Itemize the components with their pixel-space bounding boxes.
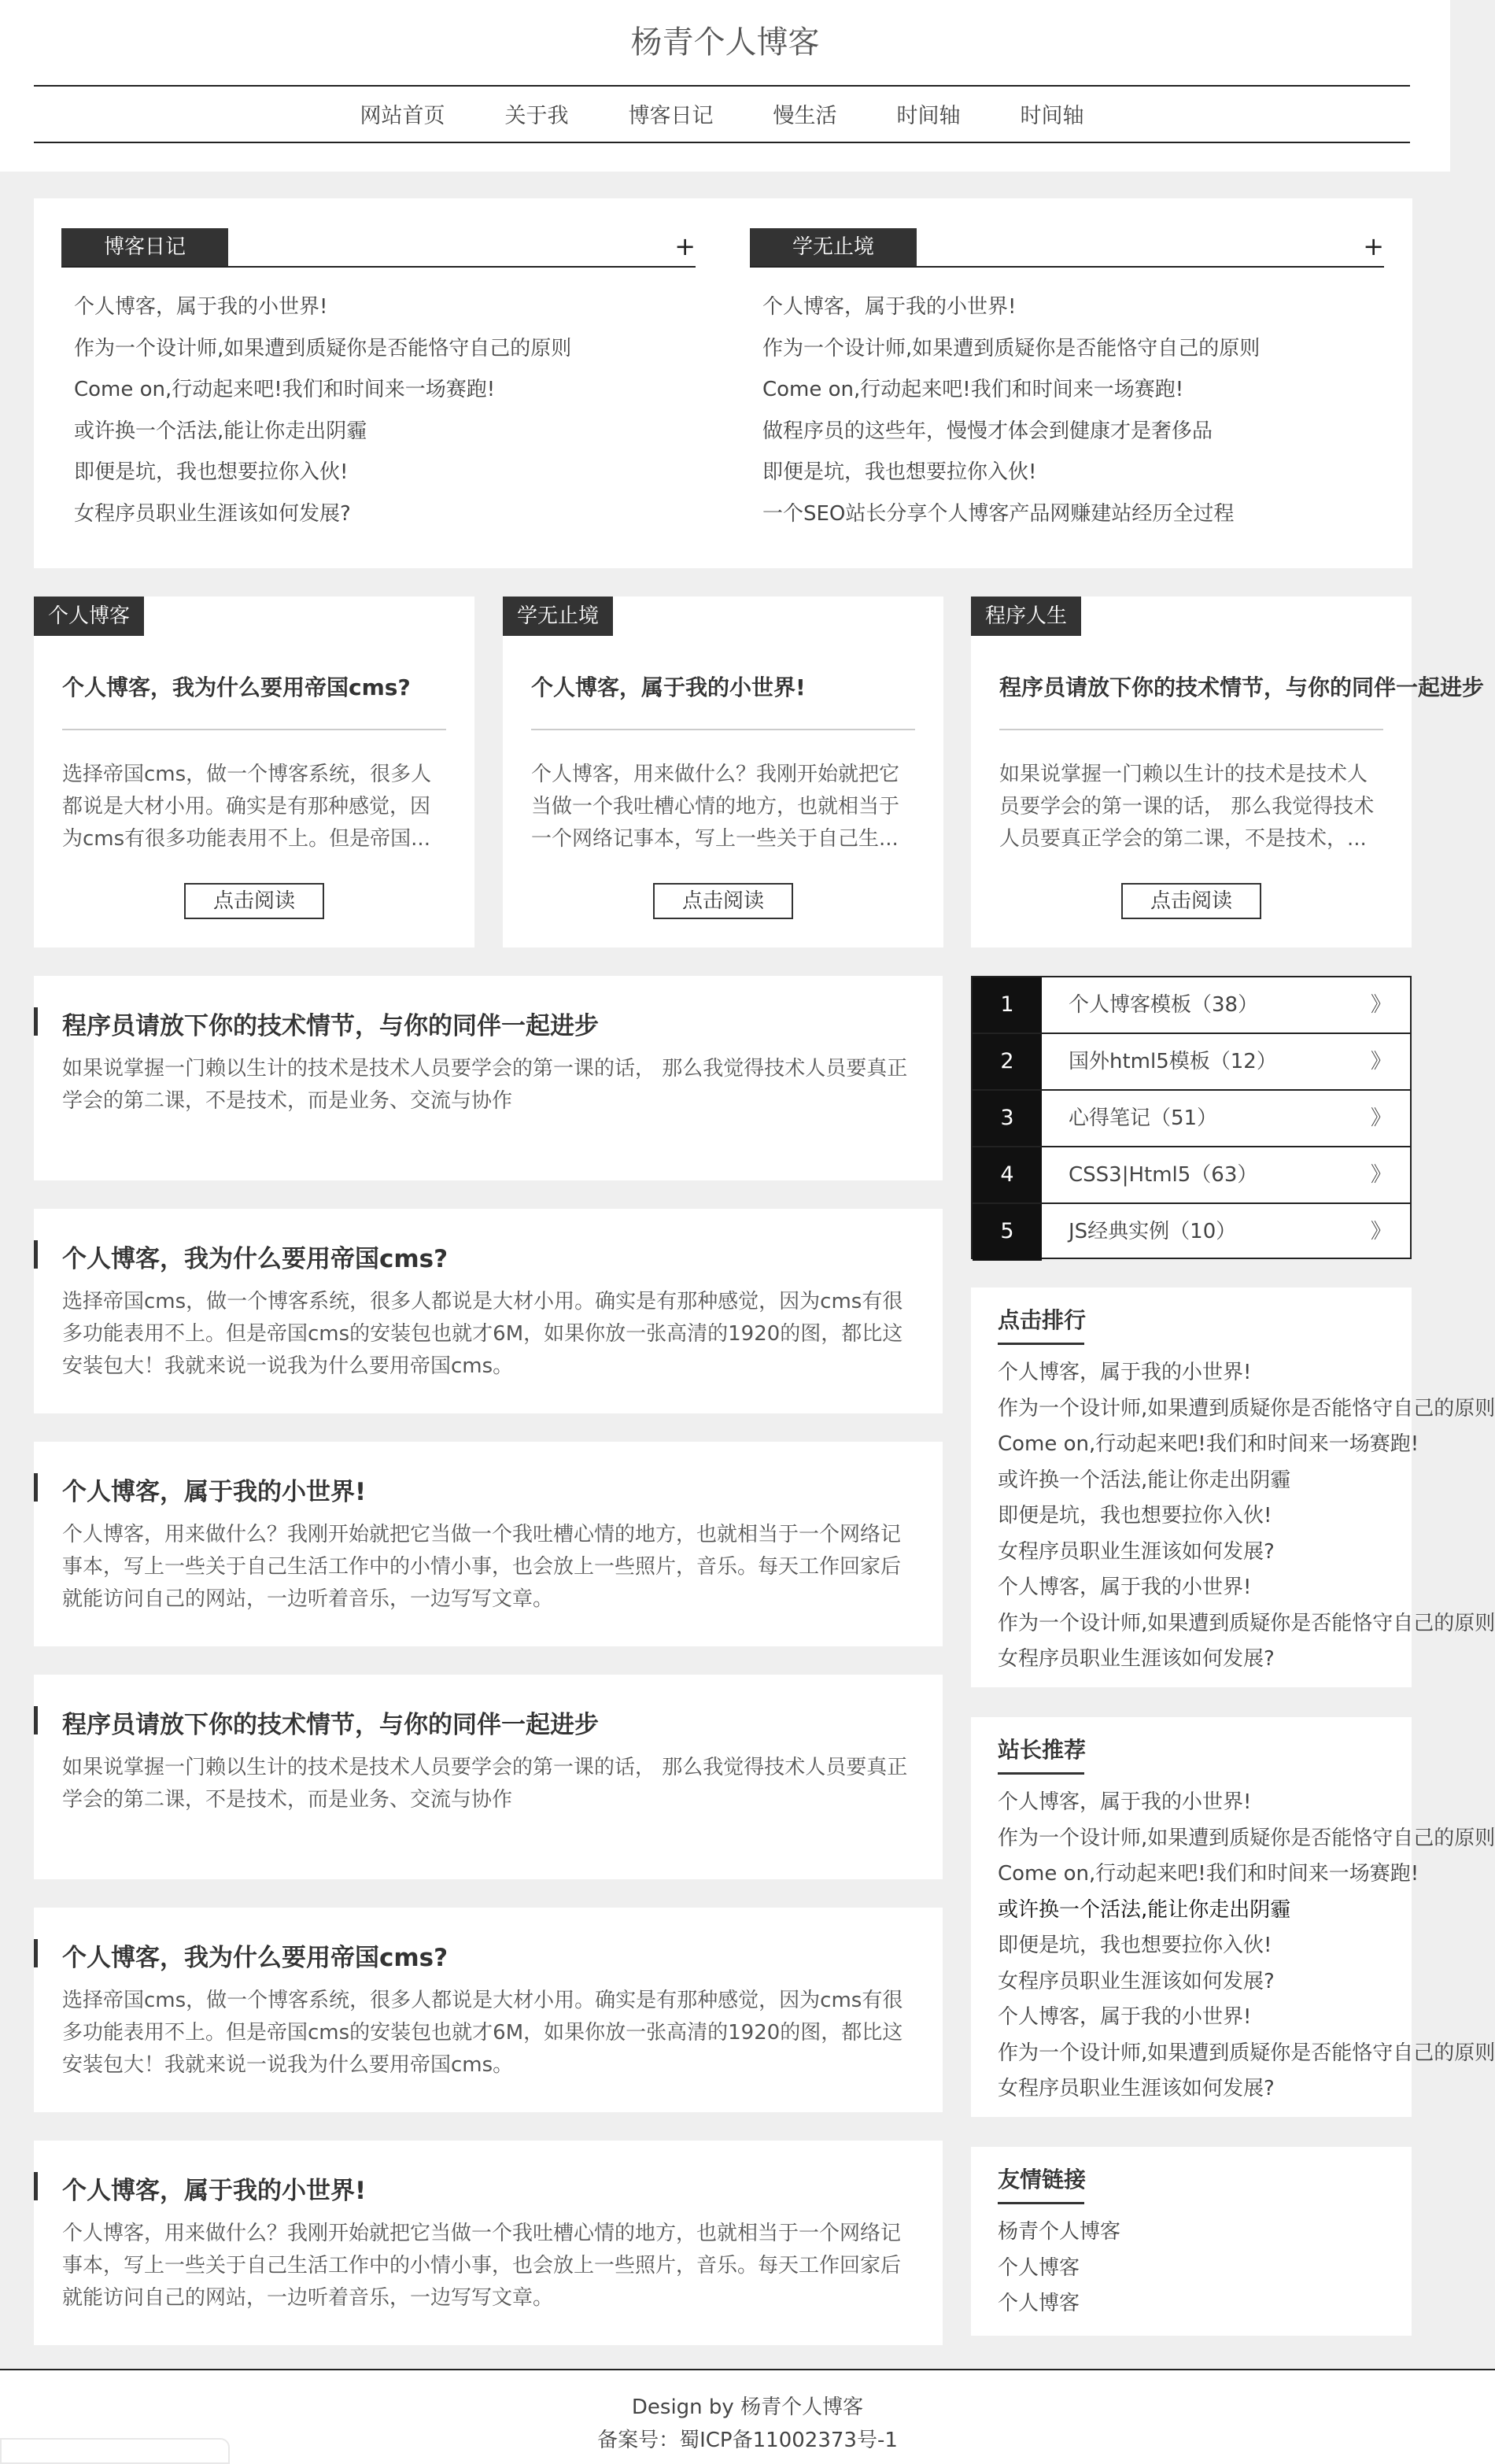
plus-icon[interactable]: + bbox=[1363, 231, 1384, 261]
tab-diary[interactable]: 博客日记 bbox=[61, 228, 228, 266]
article-item bbox=[34, 976, 943, 1180]
read-more-button[interactable]: 点击阅读 bbox=[1121, 883, 1261, 919]
card-title[interactable]: 个人博客，属于我的小世界! bbox=[531, 674, 806, 700]
friend-link[interactable]: 杨青个人博客 bbox=[998, 2220, 1121, 2244]
category-item[interactable] bbox=[973, 1147, 1410, 1204]
list-item[interactable]: 个人博客，属于我的小世界! bbox=[998, 1361, 1252, 1384]
card-tag[interactable]: 个人博客 bbox=[34, 597, 144, 636]
tab-column-diary bbox=[61, 228, 696, 534]
featured-card bbox=[503, 597, 943, 948]
title-accent-bar bbox=[34, 1706, 38, 1734]
tab-list bbox=[750, 286, 1384, 534]
nav-item-timeline-2[interactable]: 时间轴 bbox=[1020, 103, 1084, 128]
friend-link[interactable]: 个人博客 bbox=[998, 2292, 1080, 2315]
list-item[interactable]: 作为一个设计师,如果遭到质疑你是否能恪守自己的原则 bbox=[998, 1826, 1495, 1850]
nav-item-timeline[interactable]: 时间轴 bbox=[896, 103, 961, 128]
list-item[interactable]: 个人博客，属于我的小世界! bbox=[998, 2005, 1252, 2029]
category-label[interactable]: 个人博客模板（38） bbox=[1069, 993, 1259, 1017]
card-excerpt: 选择帝国cms，做一个博客系统，很多人都说是大材小用。确实是有那种感觉，因为cms有很多功能表用不上。但是帝国... bbox=[62, 763, 432, 851]
list-item[interactable]: 或许换一个活法,能让你走出阴霾 bbox=[74, 419, 367, 443]
category-item[interactable] bbox=[973, 1091, 1410, 1147]
card-tag[interactable]: 学无止境 bbox=[503, 597, 613, 636]
category-item[interactable] bbox=[973, 1204, 1410, 1261]
site-title[interactable]: 杨青个人博客 bbox=[630, 24, 820, 61]
title-accent-bar bbox=[34, 1240, 38, 1269]
list-item[interactable]: 作为一个设计师,如果遭到质疑你是否能恪守自己的原则 bbox=[74, 336, 572, 360]
card-tag[interactable]: 程序人生 bbox=[971, 597, 1081, 636]
article-excerpt: 如果说掌握一门赖以生计的技术是技术人员要学会的第一课的话， 那么我觉得技术人员要真正学会的第二课，不是技术，而是业务、交流与协作 bbox=[62, 1756, 908, 1812]
links-list bbox=[998, 2215, 1385, 2322]
list-item[interactable]: 即便是坑，我也想要拉你入伙! bbox=[998, 1504, 1272, 1528]
friend-link[interactable]: 个人博客 bbox=[998, 2255, 1080, 2280]
panel-title: 友情链接 bbox=[998, 2167, 1087, 2192]
nav-item-slow-life[interactable]: 慢生活 bbox=[773, 103, 837, 128]
list-item[interactable]: 作为一个设计师,如果遭到质疑你是否能恪守自己的原则 bbox=[998, 1396, 1495, 1420]
double-chevron-right-icon[interactable]: 》 bbox=[1370, 1220, 1391, 1243]
article-title[interactable]: 程序员请放下你的技术情节，与你的同伴一起进步 bbox=[62, 1012, 599, 1040]
card-divider bbox=[999, 729, 1383, 730]
tab-column-study bbox=[750, 228, 1384, 534]
tab-header bbox=[61, 228, 696, 268]
list-item[interactable]: Come on,行动起来吧!我们和时间来一场赛跑! bbox=[998, 1432, 1419, 1456]
tab-panel bbox=[34, 198, 1412, 568]
ranking-list bbox=[998, 1355, 1495, 1678]
header bbox=[0, 0, 1450, 172]
list-item[interactable]: Come on,行动起来吧!我们和时间来一场赛跑! bbox=[762, 378, 1184, 401]
recommend-list bbox=[998, 1785, 1495, 2108]
list-item[interactable]: 即便是坑，我也想要拉你入伙! bbox=[762, 460, 1037, 484]
list-item[interactable]: 或许换一个活法,能让你走出阴霾 bbox=[998, 1897, 1291, 1922]
list-item[interactable]: 作为一个设计师,如果遭到质疑你是否能恪守自己的原则 bbox=[998, 2041, 1495, 2065]
category-item[interactable] bbox=[973, 1034, 1410, 1091]
main-nav bbox=[34, 85, 1410, 142]
category-rank: 2 bbox=[973, 1034, 1042, 1089]
nav-item-about[interactable]: 关于我 bbox=[504, 103, 569, 128]
article-item bbox=[34, 2141, 943, 2345]
list-item[interactable]: 做程序员的这些年，慢慢才体会到健康才是奢侈品 bbox=[762, 419, 1213, 443]
panel-title: 点击排行 bbox=[998, 1307, 1087, 1333]
article-item bbox=[34, 1675, 943, 1879]
footer-design: Design by 杨青个人博客 bbox=[631, 2396, 864, 2419]
card-title[interactable]: 个人博客，我为什么要用帝国cms? bbox=[62, 674, 411, 700]
title-accent-bar bbox=[34, 2172, 38, 2200]
list-item[interactable]: 女程序员职业生涯该如何发展? bbox=[998, 1969, 1275, 1993]
list-item[interactable]: 女程序员职业生涯该如何发展? bbox=[998, 2077, 1275, 2100]
list-item[interactable]: 个人博客，属于我的小世界! bbox=[998, 1576, 1252, 1599]
category-label[interactable]: JS经典实例（10） bbox=[1069, 1220, 1237, 1243]
title-accent-bar bbox=[34, 1473, 38, 1502]
tab-study[interactable]: 学无止境 bbox=[750, 228, 917, 266]
article-excerpt: 如果说掌握一门赖以生计的技术是技术人员要学会的第一课的话， 那么我觉得技术人员要真正学会的第二课，不是技术，而是业务、交流与协作 bbox=[62, 1057, 908, 1113]
list-item[interactable]: Come on,行动起来吧!我们和时间来一场赛跑! bbox=[998, 1862, 1419, 1886]
category-rank: 1 bbox=[973, 977, 1042, 1033]
article-excerpt: 选择帝国cms，做一个博客系统，很多人都说是大材小用。确实是有那种感觉，因为cms有很多功能表用不上。但是帝国cms的安装包也就才6M，如果你放一张高清的1920的图，都比这安装包大！我就来说一说我为什么要用帝国cms。 bbox=[62, 1989, 903, 2077]
list-item[interactable]: 或许换一个活法,能让你走出阴霾 bbox=[998, 1468, 1291, 1492]
card-title[interactable]: 程序员请放下你的技术情节，与你的同伴一起进步 bbox=[999, 674, 1485, 700]
click-ranking-panel bbox=[971, 1287, 1495, 1687]
featured-card bbox=[971, 597, 1485, 948]
featured-card bbox=[34, 597, 474, 948]
category-item[interactable] bbox=[973, 977, 1410, 1034]
list-item[interactable]: 作为一个设计师,如果遭到质疑你是否能恪守自己的原则 bbox=[762, 336, 1261, 360]
panel-title: 站长推荐 bbox=[998, 1737, 1087, 1763]
category-label[interactable]: 心得笔记（51） bbox=[1069, 1106, 1218, 1130]
read-more-button[interactable]: 点击阅读 bbox=[184, 883, 324, 919]
article-excerpt: 选择帝国cms，做一个博客系统，很多人都说是大材小用。确实是有那种感觉，因为cms有很多功能表用不上。但是帝国cms的安装包也就才6M，如果你放一张高清的1920的图，都比这安装包大！我就来说一说我为什么要用帝国cms。 bbox=[62, 1290, 903, 1378]
list-item[interactable]: 作为一个设计师,如果遭到质疑你是否能恪守自己的原则 bbox=[998, 1611, 1495, 1635]
list-item[interactable]: 女程序员职业生涯该如何发展? bbox=[74, 501, 351, 526]
corner-widget bbox=[0, 2438, 230, 2464]
double-chevron-right-icon[interactable]: 》 bbox=[1370, 1163, 1391, 1187]
category-rank: 4 bbox=[973, 1147, 1042, 1202]
card-excerpt: 个人博客，用来做什么？我刚开始就把它当做一个我吐槽心情的地方，也就相当于一个网络记事本，写上一些关于自己生... bbox=[531, 763, 900, 851]
double-chevron-right-icon[interactable]: 》 bbox=[1370, 1106, 1391, 1130]
article-excerpt: 个人博客，用来做什么？我刚开始就把它当做一个我吐槽心情的地方，也就相当于一个网络记事本，写上一些关于自己生活工作中的小情小事，也会放上一些照片，音乐。每天工作回家后就能访问自己的网站，一边听着音乐，一边写写文章。 bbox=[62, 2222, 902, 2310]
nav-divider-bottom bbox=[34, 142, 1410, 143]
card-divider bbox=[531, 729, 915, 730]
category-rank: 3 bbox=[973, 1091, 1042, 1146]
list-item[interactable]: 个人博客，属于我的小世界! bbox=[998, 1790, 1252, 1814]
category-label[interactable]: 国外html5模板（12） bbox=[1069, 1050, 1277, 1073]
category-list bbox=[971, 976, 1412, 1259]
list-item[interactable]: 即便是坑，我也想要拉你入伙! bbox=[998, 1934, 1272, 1957]
list-item[interactable]: 一个SEO站长分享个人博客产品网赚建站经历全过程 bbox=[762, 501, 1235, 526]
tab-list bbox=[61, 286, 696, 534]
list-item[interactable]: 即便是坑，我也想要拉你入伙! bbox=[74, 460, 349, 484]
title-underline bbox=[998, 2202, 1084, 2204]
double-chevron-right-icon[interactable]: 》 bbox=[1370, 1050, 1391, 1073]
list-item[interactable]: 个人博客，属于我的小世界! bbox=[74, 295, 328, 319]
card-divider bbox=[62, 729, 446, 730]
title-underline bbox=[998, 1772, 1084, 1775]
article-title[interactable]: 个人博客，属于我的小世界! bbox=[62, 1478, 367, 1506]
category-label[interactable]: CSS3|Html5（63） bbox=[1069, 1163, 1258, 1187]
card-excerpt: 如果说掌握一门赖以生计的技术是技术人员要学会的第一课的话， 那么我觉得技术人员要真正学会的第二课，不是技术，... bbox=[999, 763, 1375, 851]
list-item[interactable]: 女程序员职业生涯该如何发展? bbox=[998, 1539, 1275, 1564]
plus-icon[interactable]: + bbox=[674, 231, 696, 261]
recommend-panel bbox=[971, 1717, 1495, 2117]
article-title[interactable]: 程序员请放下你的技术情节，与你的同伴一起进步 bbox=[62, 1711, 599, 1739]
list-item[interactable]: 女程序员职业生涯该如何发展? bbox=[998, 1647, 1275, 1671]
article-title[interactable]: 个人博客，属于我的小世界! bbox=[62, 2177, 367, 2205]
article-title[interactable]: 个人博客，我为什么要用帝国cms? bbox=[62, 1245, 448, 1273]
title-accent-bar bbox=[34, 1007, 38, 1036]
list-item[interactable]: 个人博客，属于我的小世界! bbox=[762, 295, 1017, 319]
category-rank: 5 bbox=[973, 1204, 1042, 1261]
article-title[interactable]: 个人博客，我为什么要用帝国cms? bbox=[62, 1944, 448, 1972]
title-underline bbox=[998, 1343, 1084, 1345]
nav-item-diary[interactable]: 博客日记 bbox=[628, 103, 714, 128]
double-chevron-right-icon[interactable]: 》 bbox=[1370, 993, 1391, 1017]
nav-item-home[interactable]: 网站首页 bbox=[360, 103, 445, 128]
article-item bbox=[34, 1209, 943, 1413]
friend-links-panel bbox=[971, 2147, 1412, 2336]
article-item bbox=[34, 1442, 943, 1646]
read-more-button[interactable]: 点击阅读 bbox=[653, 883, 793, 919]
article-excerpt: 个人博客，用来做什么？我刚开始就把它当做一个我吐槽心情的地方，也就相当于一个网络记事本，写上一些关于自己生活工作中的小情小事，也会放上一些照片，音乐。每天工作回家后就能访问自己的网站，一边听着音乐，一边写写文章。 bbox=[62, 1523, 902, 1611]
title-accent-bar bbox=[34, 1939, 38, 1967]
article-item bbox=[34, 1908, 943, 2112]
footer-icp[interactable]: 备案号：蜀ICP备11002373号-1 bbox=[597, 2429, 898, 2452]
list-item[interactable]: Come on,行动起来吧!我们和时间来一场赛跑! bbox=[74, 378, 496, 401]
tab-header bbox=[750, 228, 1384, 268]
